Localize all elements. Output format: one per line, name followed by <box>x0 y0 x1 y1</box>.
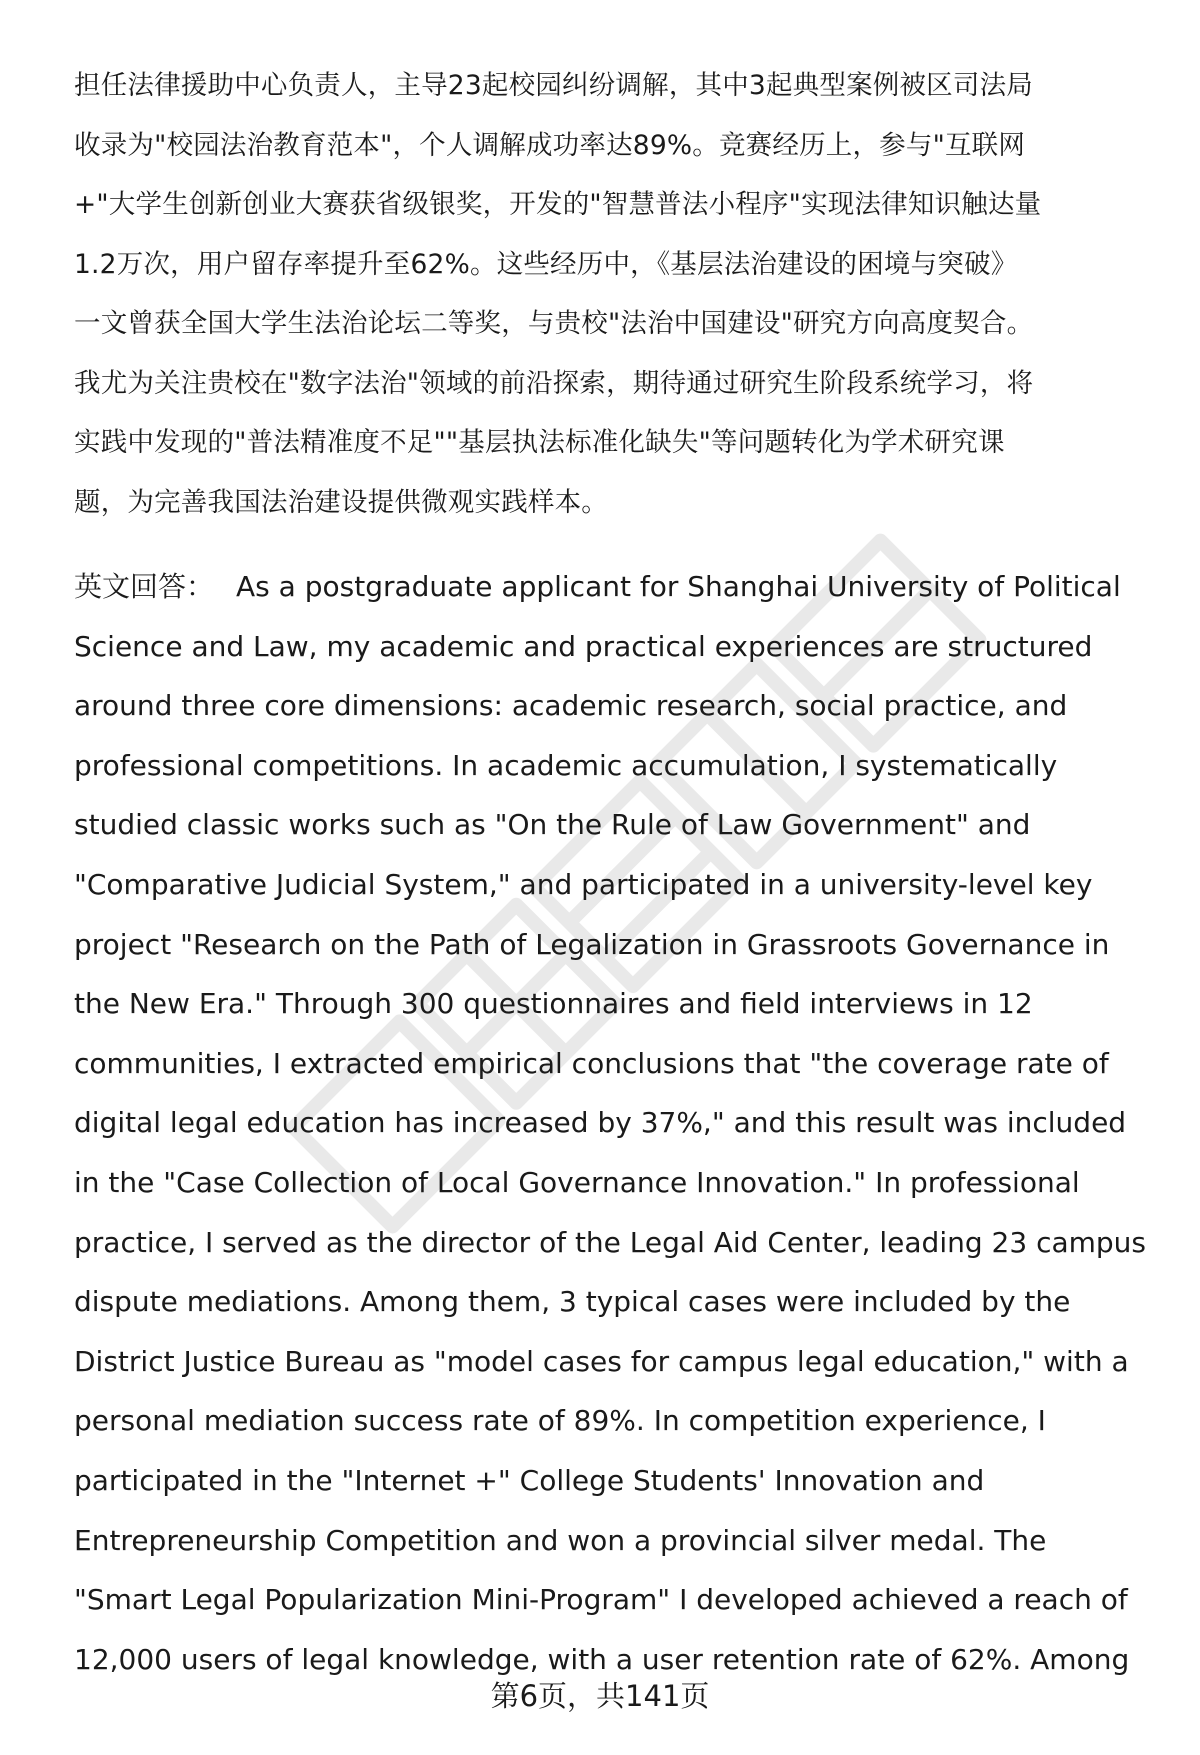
english-line: Science and Law, my academic and practical experiences are structured <box>74 629 1093 663</box>
english-line: As a postgraduate applicant for Shanghai University of Political <box>236 570 1121 603</box>
english-line: around three core dimensions: academic research, social practice, and <box>74 689 1068 723</box>
chinese-line: 实践中发现的"普法精准度不足""基层执法标准化缺失"等问题转化为学术研究课 <box>74 427 1005 458</box>
english-line: "Comparative Judicial System," and participated in a university-level key <box>74 867 1093 901</box>
chinese-paragraph <box>74 56 1144 532</box>
english-first-line <box>74 557 1164 617</box>
page-number-footer: 第6页，共141页 <box>490 1679 710 1713</box>
english-line: studied classic works such as "On the Rule of Law Government" and <box>74 808 1031 842</box>
english-line: personal mediation success rate of 89%. In competition experience, I <box>74 1404 1046 1438</box>
english-line: the New Era." Through 300 questionnaires and field interviews in 12 <box>74 987 1033 1021</box>
english-line: Entrepreneurship Competition and won a provincial silver medal. The <box>74 1523 1047 1557</box>
english-line: District Justice Bureau as "model cases for campus legal education," with a <box>74 1344 1129 1378</box>
english-line: dispute mediations. Among them, 3 typical cases were included by the <box>74 1285 1071 1319</box>
chinese-line: 题，为完善我国法治建设提供微观实践样本。 <box>74 486 608 518</box>
chinese-line: 1.2万次，用户留存率提升至62%。这些经历中，《基层法治建设的困境与突破》 <box>74 248 1018 280</box>
english-line: communities, I extracted empirical conclusions that "the coverage rate of <box>74 1046 1109 1080</box>
english-paragraph <box>74 557 1164 1689</box>
english-line: practice, I served as the director of the Legal Aid Center, leading 23 campus <box>74 1225 1146 1259</box>
chinese-line: +"大学生创新创业大赛获省级银奖，开发的"智慧普法小程序"实现法律知识触达量 <box>74 189 1042 220</box>
english-line: 12,000 users of legal knowledge, with a user retention rate of 62%. Among <box>74 1642 1130 1676</box>
chinese-line: 担任法律援助中心负责人，主导23起校园纠纷调解，其中3起典型案例被区司法局 <box>74 70 1033 101</box>
english-line: participated in the "Internet +" College Students' Innovation and <box>74 1463 985 1497</box>
english-line: "Smart Legal Popularization Mini-Program" I developed achieved a reach of <box>74 1583 1128 1617</box>
english-answer-label: 英文回答： <box>74 570 215 603</box>
chinese-line: 我尤为关注贵校在"数字法治"领域的前沿探索，期待通过研究生阶段系统学习，将 <box>74 367 1034 399</box>
chinese-line: 一文曾获全国大学生法治论坛二等奖，与贵校"法治中国建设"研究方向高度契合。 <box>74 308 1034 339</box>
chinese-line: 收录为"校园法治教育范本"，个人调解成功率达89%。竞赛经历上，参与"互联网 <box>74 129 1026 161</box>
english-line: digital legal education has increased by 37%," and this result was included <box>74 1106 1127 1140</box>
english-line: project "Research on the Path of Legalization in Grassroots Governance in <box>74 927 1110 961</box>
english-line: in the "Case Collection of Local Governance Innovation." In professional <box>74 1165 1080 1199</box>
english-line: professional competitions. In academic accumulation, I systematically <box>74 748 1058 782</box>
